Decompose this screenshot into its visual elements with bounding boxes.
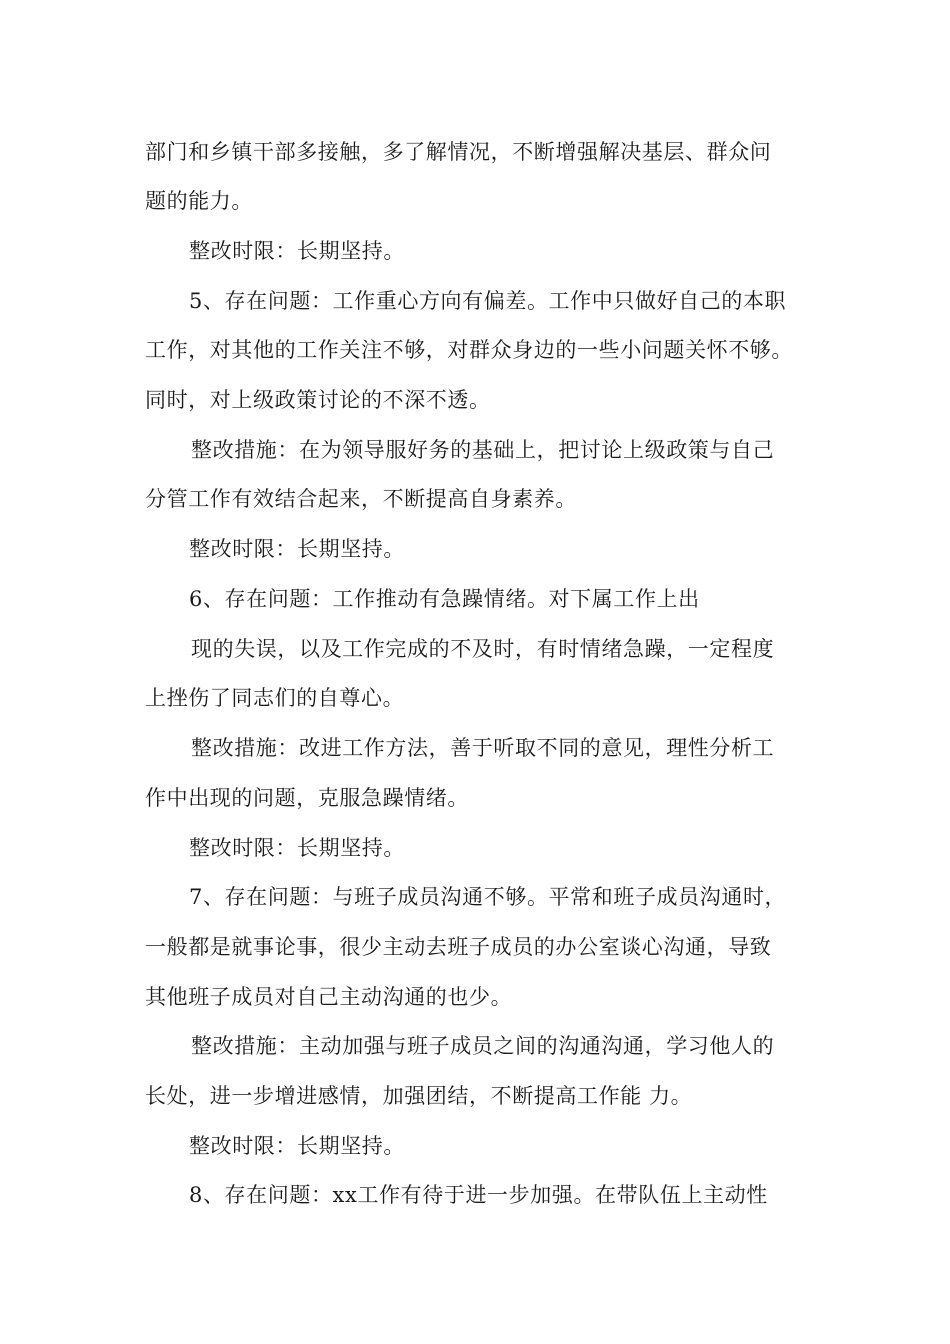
text-line: 6、存在问题：工作推动有急躁情绪。对下属工作上出 [189,587,700,611]
text-line: 一般都是就事论事，很少主动去班子成员的办公室谈心沟通，导致 [145,935,772,959]
text-line: 8、存在问题：xx工作有待于进一步加强。在带队伍上主动性 [189,1183,768,1207]
text-line: 同时，对上级政策讨论的不深不透。 [145,388,491,412]
text-line: 整改措施：在为领导服好务的基础上，把讨论上级政策与自己 [191,438,775,462]
text-line: 整改时限：长期坚持。 [189,537,405,561]
text-line: 题的能力。 [145,189,253,213]
text-line: 整改措施：改进工作方法，善于听取不同的意见，理性分析工 [191,736,775,760]
text-line: 整改时限：长期坚持。 [189,239,405,263]
text-line: 整改时限：长期坚持。 [189,836,405,860]
text-line: 作中出现的问题，克服急躁情绪。 [145,786,469,810]
text-line: 长处，进一步增进感情，加强团结，不断提高工作能 力。 [145,1084,693,1108]
text-line: 整改措施：主动加强与班子成员之间的沟通沟通，学习他人的 [191,1034,775,1058]
text-line: 分管工作有效结合起来，不断提高自身素养。 [145,487,577,511]
text-line: 7、存在问题：与班子成员沟通不够。平常和班子成员沟通时， [189,885,787,909]
text-line: 其他班子成员对自己主动沟通的也少。 [145,985,513,1009]
text-line: 工作，对其他的工作关注不够，对群众身边的一些小问题关怀不够。 [145,338,793,362]
text-line: 部门和乡镇干部多接触，多了解情况，不断增强解决基层、群众问 [145,140,772,164]
text-line: 现的失误，以及工作完成的不及时，有时情绪急躁，一定程度 [191,637,775,661]
text-line: 整改时限：长期坚持。 [189,1134,405,1158]
text-line: 上挫伤了同志们的自尊心。 [145,686,405,710]
text-line: 5、存在问题：工作重心方向有偏差。工作中只做好自己的本职 [189,289,787,313]
